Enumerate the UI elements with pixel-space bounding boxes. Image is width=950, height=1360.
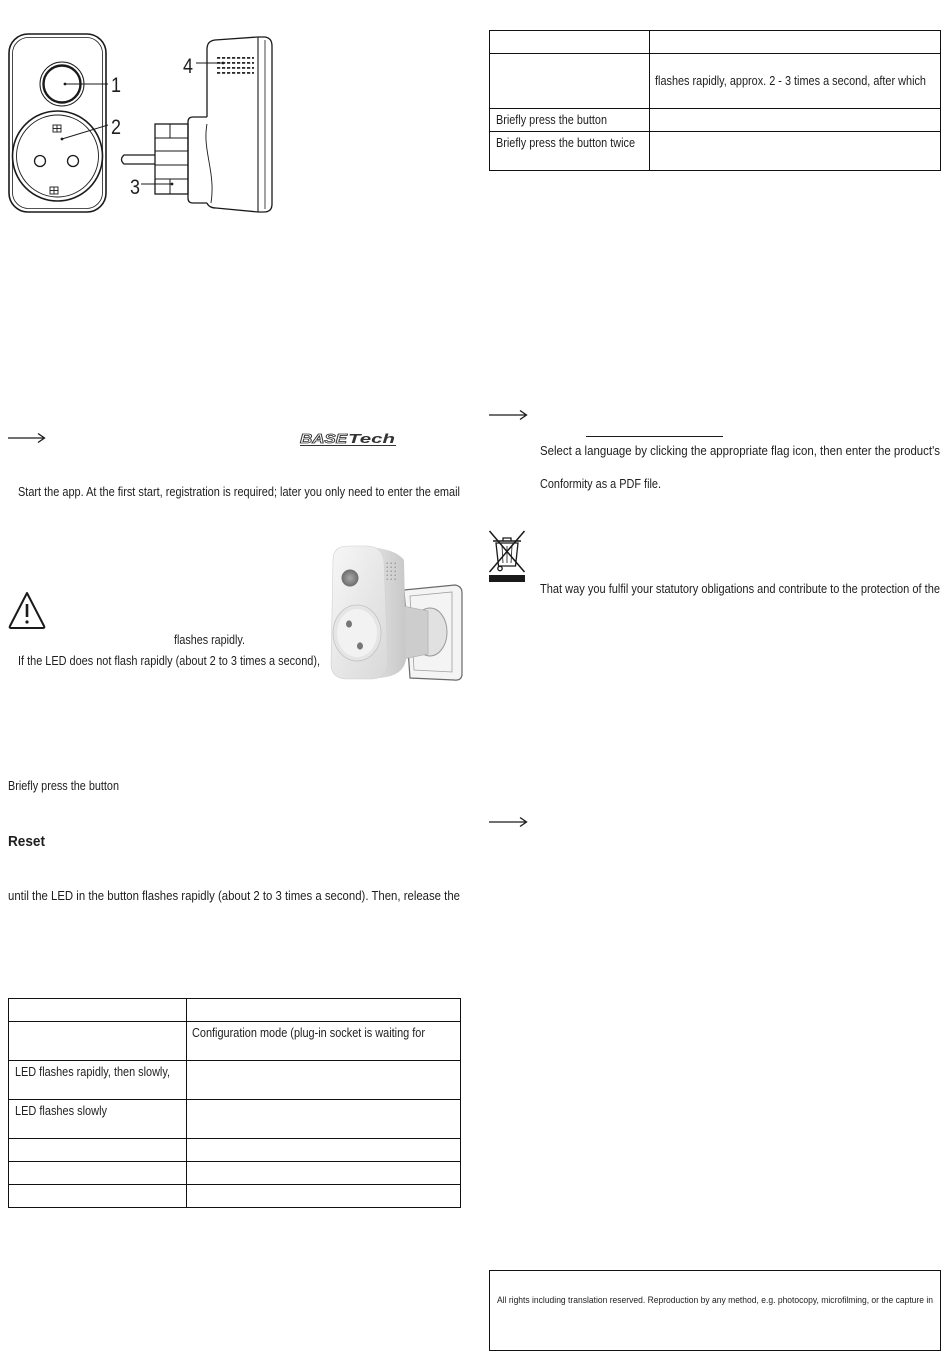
callout-leaders (61, 62, 225, 186)
table-cell (490, 31, 650, 54)
callout-leader-3 (141, 183, 173, 186)
led-status-table (9, 999, 461, 1208)
table-cell (9, 999, 187, 1022)
table-cell (9, 1139, 187, 1162)
callout-label-2: 2 (111, 116, 121, 139)
table-row (490, 109, 941, 132)
table-row (9, 1061, 461, 1100)
ventilation-slots (217, 57, 254, 77)
table-cell (187, 1185, 461, 1208)
plug-pin (122, 155, 156, 164)
language-text: Select a language by clicking the appropriate flag icon, then enter the product's (540, 443, 941, 458)
conformity-text: Conformity as a PDF file. (540, 476, 661, 491)
warning-icon (10, 593, 45, 628)
basetech-logo (300, 431, 396, 446)
copyright-box (490, 1271, 941, 1351)
callout-label-1: 1 (111, 74, 121, 97)
arrow-right-icon (489, 818, 527, 827)
callout-leader-2 (61, 125, 108, 140)
led-rapid-then-slow-text: LED flashes rapidly, then slowly, (15, 1064, 170, 1079)
plug-socket-inner (337, 609, 377, 657)
table-cell (9, 1162, 187, 1185)
button-function-table (490, 31, 941, 171)
reset-text: until the LED in the button flashes rapidly (about 2 to 3 times a second). Then, release the (8, 888, 460, 903)
led-not-flash-text: If the LED does not flash rapidly (about 2 to 3 times a second), (18, 653, 320, 668)
disposal-text: That way you fulfil your statutory obligations and contribute to the protection of the (540, 581, 940, 596)
table-cell (650, 132, 941, 171)
pin-hole-left (35, 156, 46, 167)
plug-in-wall-socket-photo (331, 546, 462, 680)
table-row (9, 1100, 461, 1139)
table-row (9, 1162, 461, 1185)
table-row (9, 1185, 461, 1208)
table-row (490, 132, 941, 171)
table-cell (9, 1185, 187, 1208)
table-cell (650, 109, 941, 132)
press-once-text: Briefly press the button (496, 112, 607, 127)
reset-heading: Reset (8, 833, 45, 850)
led-flashes-text: flashes rapidly. (174, 632, 245, 647)
led-slow-text: LED flashes slowly (15, 1103, 108, 1118)
copyright-text: All rights including translation reserved. Reproduction by any method, e.g. photocopy, microfilming, or the capture in (497, 1295, 933, 1305)
arrow-right-icon (489, 411, 527, 420)
table-cell (650, 31, 941, 54)
earth-clip-bottom (50, 187, 58, 194)
configuration-mode-text: Configuration mode (plug-in socket is waiting for (192, 1025, 426, 1040)
earth-clip-top (53, 125, 61, 132)
table-cell (187, 1061, 461, 1100)
logo-text-base: BASE (300, 431, 348, 446)
arrow-right-icon (8, 434, 45, 443)
table-row (490, 54, 941, 109)
socket-inner-ring (17, 115, 99, 197)
app-start-text: Start the app. At the first start, registration is required; later you only need to enter the email (18, 484, 461, 499)
table-row (9, 1022, 461, 1061)
callout-leader-1 (64, 83, 108, 86)
crossed-out-bin-icon (489, 531, 525, 582)
plug-led-button (342, 570, 359, 587)
housing-contour-line (206, 124, 212, 203)
logo-text-tech: Tech (348, 431, 396, 446)
pin-hole-right (68, 156, 79, 167)
press-twice-text: Briefly press the button twice (496, 135, 635, 150)
flashes-rapidly-text: flashes rapidly, approx. 2 - 3 times a second, after which (655, 73, 926, 88)
callout-label-4: 4 (183, 55, 194, 78)
table-cell (490, 54, 650, 109)
press-button-text: Briefly press the button (8, 778, 119, 793)
table-cell (187, 1100, 461, 1139)
table-cell (187, 1139, 461, 1162)
plug-pin-hole-upper (346, 620, 352, 627)
socket-outer-ring (13, 111, 103, 201)
table-cell (187, 999, 461, 1022)
plug-pin-hole-lower (357, 642, 363, 649)
table-row (490, 31, 941, 54)
table-row (9, 999, 461, 1022)
table-row (9, 1139, 461, 1162)
table-cell (9, 1022, 187, 1061)
copyright-frame (490, 1271, 941, 1351)
callout-label-3: 3 (130, 176, 140, 199)
plug-collar (188, 117, 207, 203)
plug-front-view-drawing (9, 34, 106, 212)
table-cell (187, 1162, 461, 1185)
